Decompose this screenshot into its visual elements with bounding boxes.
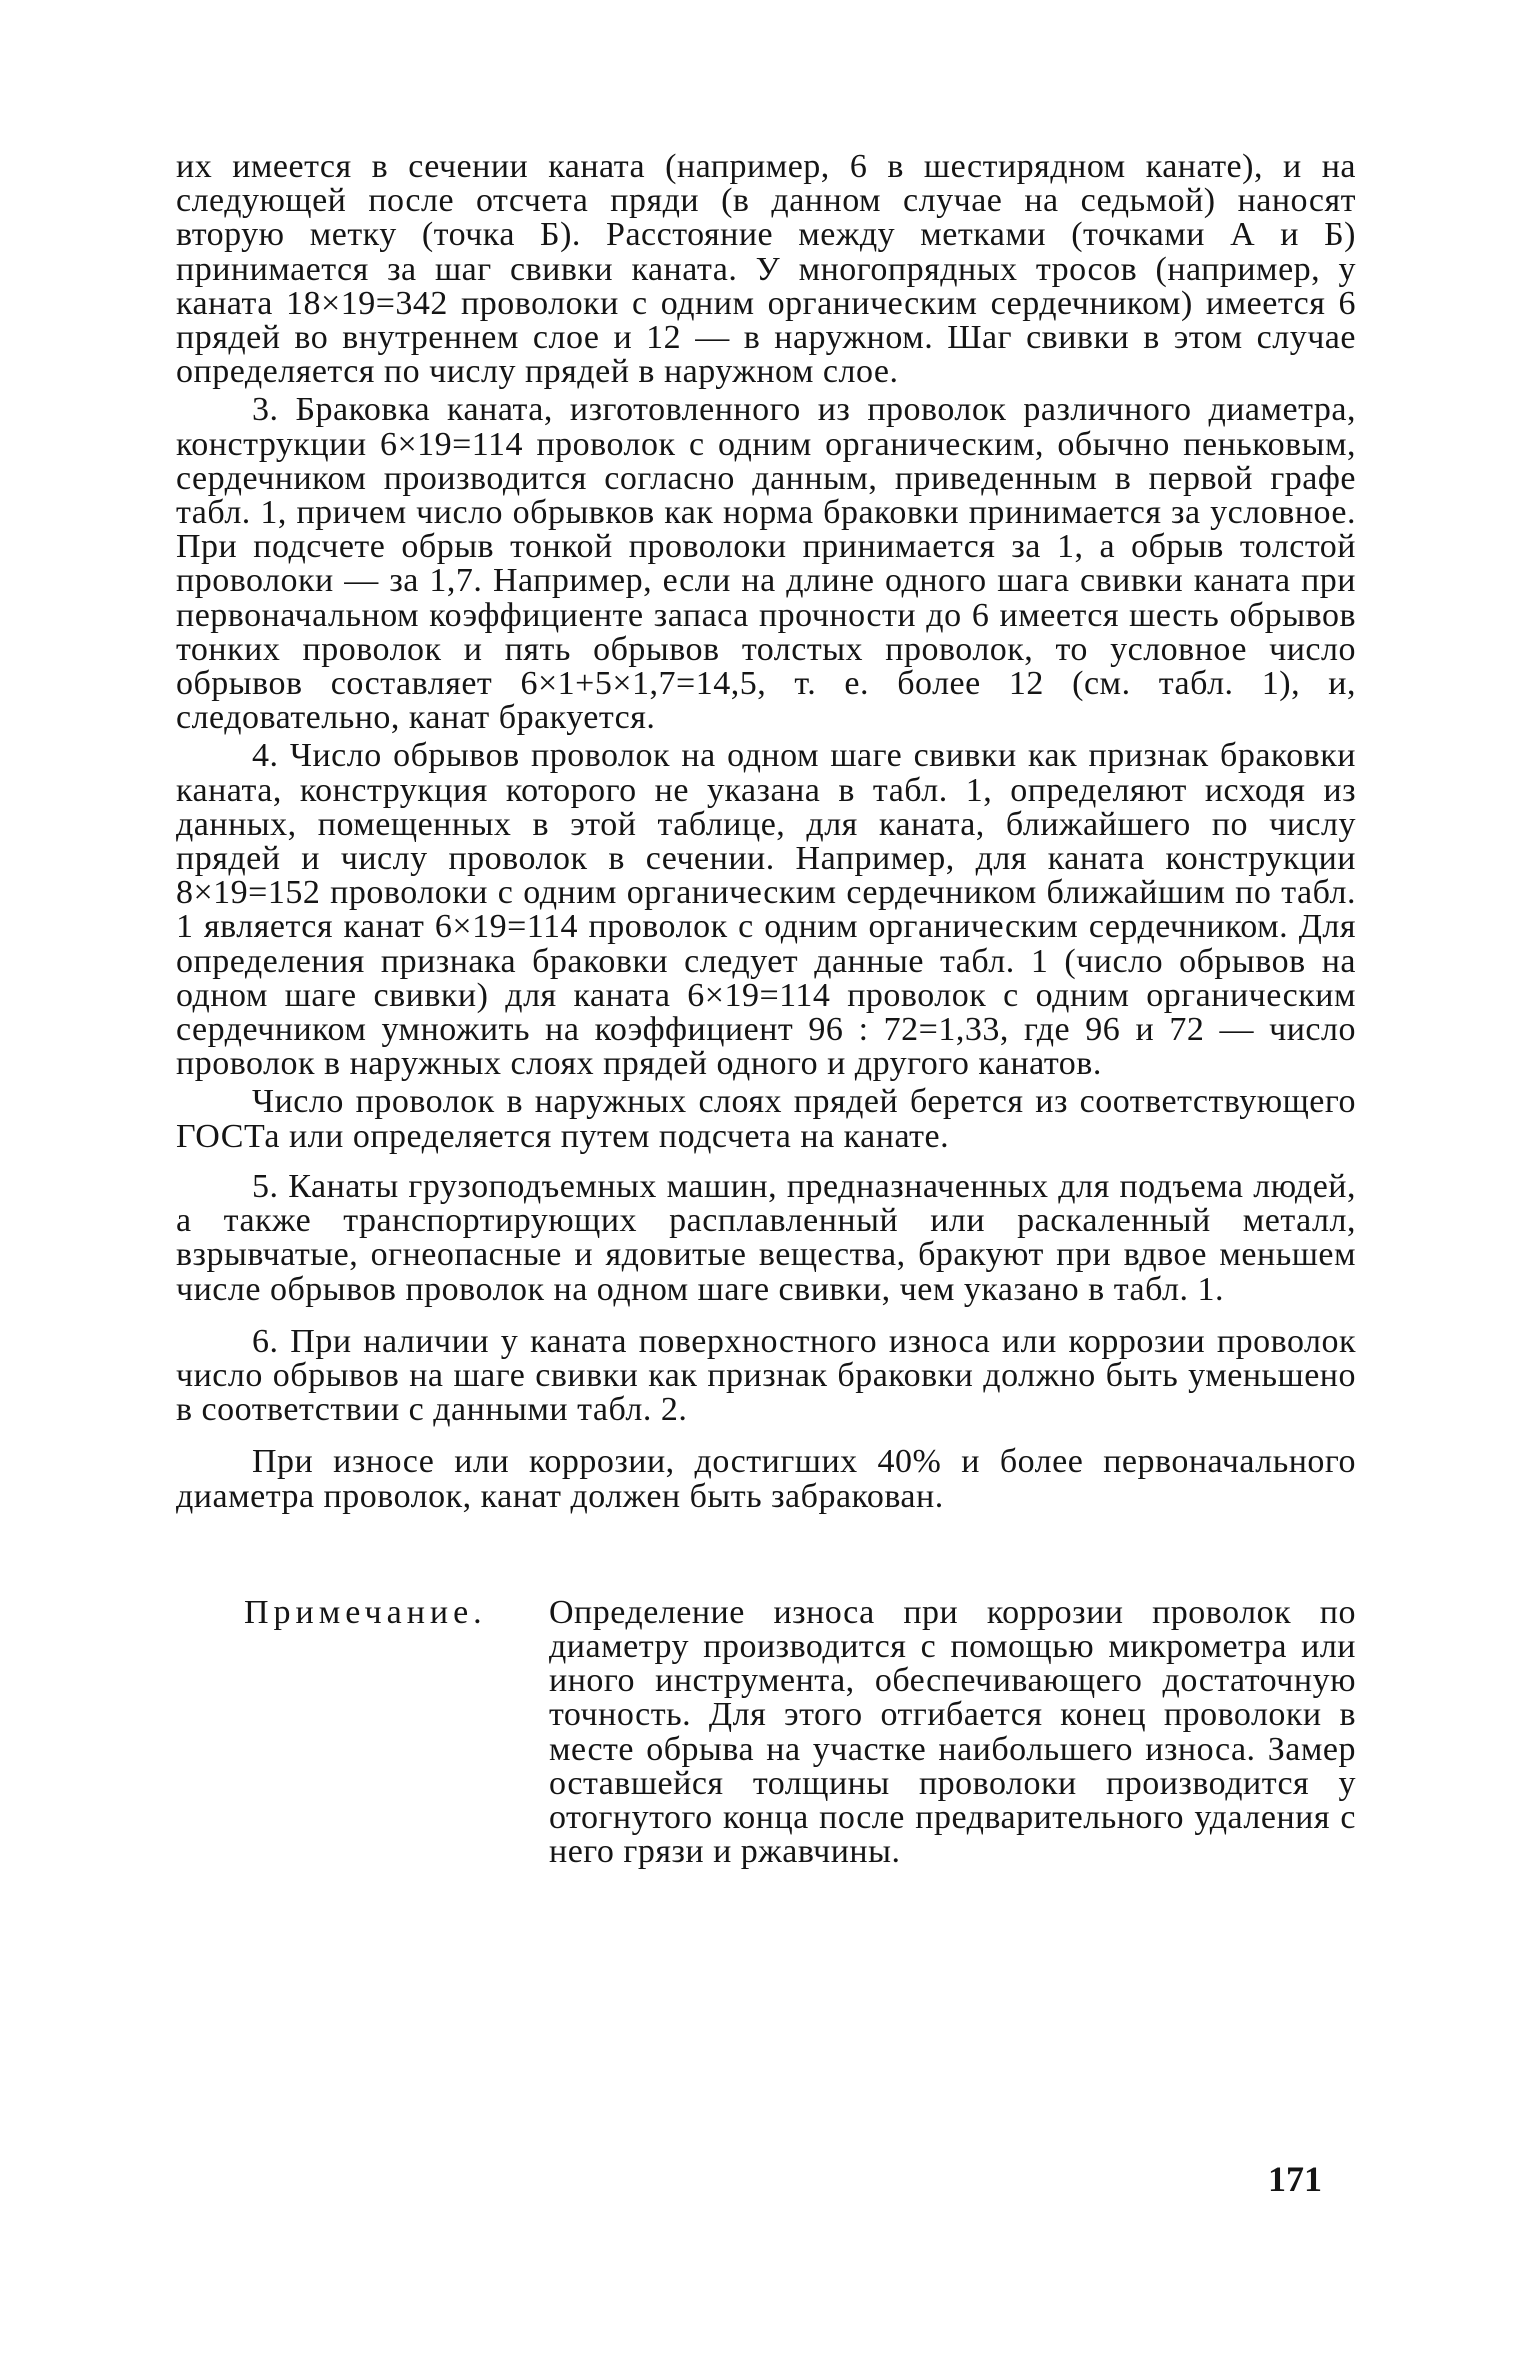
paragraph-item-6: 6. При наличии у каната поверхностного износа или коррозии проволок число обрывов на шаге свивки как признак браковки должно быть уменьшено в соответствии с данными табл. 2. [176,1322,1356,1429]
note-label: Примечание. [244,1593,487,1631]
paragraph-item-5: 5. Канаты грузоподъемных машин, предназначенных для подъема людей, а также транспортирующих расплавленный или раскаленный металл, взрывчатые, огнеопасные и ядовитые вещества, бракуют при вдвое меньшем числе обрывов проволок на одном шаге свивки, чем указано в табл. 1. [176,1167,1356,1308]
note-text: Определение износа при коррозии проволок по диаметру производится с помощью микрометра или иного инструмента, обеспечивающего достаточную точность. Для этого отгибается конец проволоки в месте обрыва на участке наибольшего износа. Замер оставшейся толщины проволоки производится у отогнутого конца после предварительного удаления с него грязи и ржавчины. [549,1593,1356,1871]
paragraph-outer-wires: Число проволок в наружных слоях прядей берется из соответствующего ГОСТа или определяется путем подсчета на канате. [176,1083,1356,1155]
page-content [176,150,1356,1869]
paragraph-item-3: 3. Браковка каната, изготовленного из проволок различного диаметра, конструкции 6×19=114 проволок с одним органическим, обычно пеньковым, сердечником производится согласно данным, приведенным в первой графе табл. 1, причем число обрывков как норма браковки принимается за условное. При подсчете обрыв тонкой проволоки принимается за 1, а обрыв толстой проволоки — за 1,7. Например, если на длине одного шага свивки каната при первоначальном коэффициенте запаса прочности до 6 имеется шесть обрывов тонких проволок и пять обрывов толстых проволок, то условное число обрывов составляет 6×1+5×1,7=14,5, т. е. более 12 (см. табл. 1), и, следовательно, канат бракуется. [176,391,1356,737]
paragraph-item-4: 4. Число обрывов проволок на одном шаге свивки как признак браковки каната, конструкция которого не указана в табл. 1, определяют исходя из данных, помещенных в этой таблице, для каната, ближайшего по числу прядей и числу проволок в сечении. Например, для каната конструкции 8×19=152 проволоки с одним органическим сердечником ближайшим по табл. 1 является канат 6×19=114 проволок с одним органическим сердечником. Для определения признака браковки следует данные табл. 1 (число обрывов на одном шаге свивки) для каната 6×19=114 проволок с одним органическим сердечником умножить на коэффициент 96 : 72=1,33, где 96 и 72 — число проволок в наружных слоях прядей одного и другого канатов. [176,737,1356,1083]
note-block [176,1593,1356,1871]
page-number: 171 [1268,2159,1322,2199]
paragraph-continued: их имеется в сечении каната (например, 6 в шестирядном канате), и на следующей после отсчета пряди (в данном случае на седьмой) наносят вторую метку (точка Б). Расстояние между метками (точками А и Б) принимается за шаг свивки каната. У многопрядных тросов (например, у каната 18×19=342 проволоки с одним органическим сердечником) имеется 6 прядей во внутреннем слое и 12 — в наружном. Шаг свивки в этом случае определяется по числу прядей в наружном слое. [176,148,1356,391]
paragraph-wear-limit: При износе или коррозии, достигших 40% и более первоначального диаметра проволок, канат должен быть забракован. [176,1443,1356,1515]
